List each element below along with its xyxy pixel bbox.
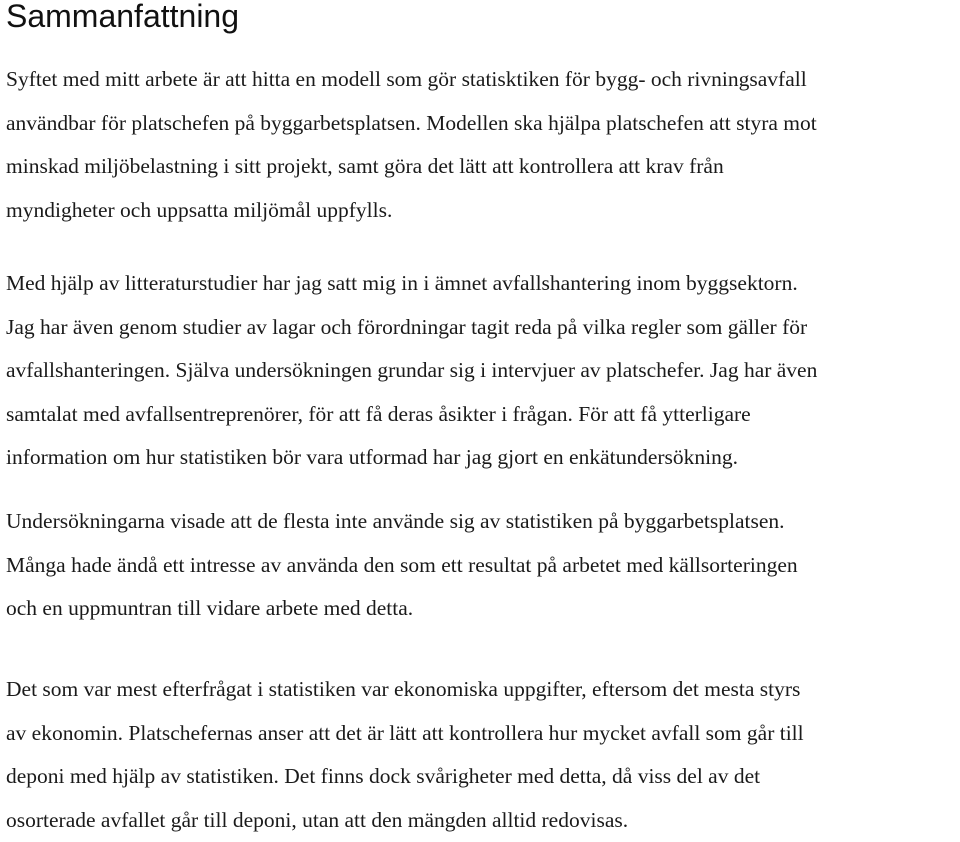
text-line: information om hur statistiken bör vara utformad har jag gjort en enkätundersökning. bbox=[6, 436, 956, 480]
text-line: Med hjälp av litteraturstudier har jag satt mig in i ämnet avfallshantering inom byggsektorn. bbox=[6, 262, 956, 306]
text-line: minskad miljöbelastning i sitt projekt, samt göra det lätt att kontrollera att krav från bbox=[6, 145, 956, 189]
paragraph-conclusion bbox=[6, 668, 956, 842]
page-title: Sammanfattning bbox=[6, 0, 239, 34]
paragraph-purpose bbox=[6, 58, 956, 232]
text-line: samtalat med avfallsentreprenörer, för att få deras åsikter i frågan. För att få ytterligare bbox=[6, 393, 956, 437]
text-line: och en uppmuntran till vidare arbete med detta. bbox=[6, 587, 956, 631]
paragraph-method bbox=[6, 262, 956, 480]
text-line: av ekonomin. Platschefernas anser att det är lätt att kontrollera hur mycket avfall som går till bbox=[6, 712, 956, 756]
paragraph-results bbox=[6, 500, 956, 631]
text-line: deponi med hjälp av statistiken. Det finns dock svårigheter med detta, då viss del av det bbox=[6, 755, 956, 799]
text-line: användbar för platschefen på byggarbetsplatsen. Modellen ska hjälpa platschefen att styra mot bbox=[6, 102, 956, 146]
text-line: Många hade ändå ett intresse av använda den som ett resultat på arbetet med källsorteringen bbox=[6, 544, 956, 588]
text-line: osorterade avfallet går till deponi, utan att den mängden alltid redovisas. bbox=[6, 799, 956, 842]
text-line: avfallshanteringen. Själva undersökningen grundar sig i intervjuer av platschefer. Jag har även bbox=[6, 349, 956, 393]
text-line: Syftet med mitt arbete är att hitta en modell som gör statisktiken för bygg- och rivningsavfall bbox=[6, 58, 956, 102]
text-line: Det som var mest efterfrågat i statistiken var ekonomiska uppgifter, eftersom det mesta styrs bbox=[6, 668, 956, 712]
text-line: Undersökningarna visade att de flesta inte använde sig av statistiken på byggarbetsplatsen. bbox=[6, 500, 956, 544]
text-line: myndigheter och uppsatta miljömål uppfylls. bbox=[6, 189, 956, 233]
text-line: Jag har även genom studier av lagar och förordningar tagit reda på vilka regler som gäller för bbox=[6, 306, 956, 350]
